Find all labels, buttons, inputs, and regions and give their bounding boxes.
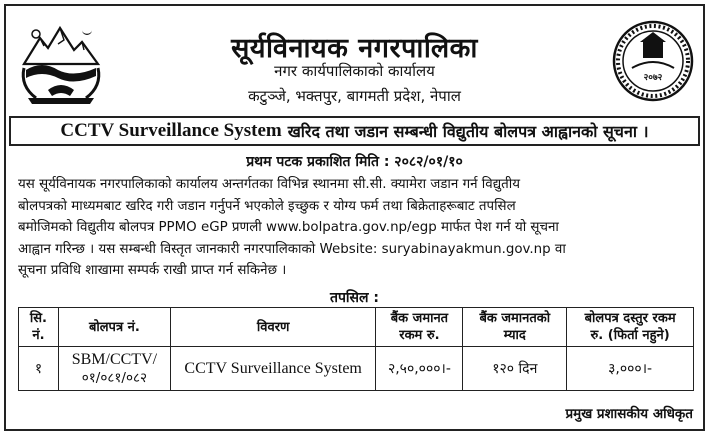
signatory-title: प्रमुख प्रशासकीय अधिकृत [565,406,693,422]
col-header-sn [19,308,59,347]
banner-title-english: CCTV Surveillance System [60,120,282,141]
notice-body [18,174,694,282]
seal-year: २०७२ [643,73,663,83]
cell-guarantee: २,५०,०००।- [376,347,463,391]
body-line: बोलपत्रको माध्यमबाट खरिद गरी जडान गर्नुपर्ने भएकोले इच्छुक र योग्य फर्म तथा बिक्रेताहरूबाट तपसिल [18,198,516,214]
cell-fee: ३,०००।- [567,347,694,391]
col-header-validity [463,308,567,347]
details-label: तपसिल : [330,290,379,306]
body-line: आह्वान गरिन्छ । यस सम्बन्धी विस्तृत जानकारी नगरपालिकाको Website: suryabinayakmun.gov.np वा [18,241,566,257]
cell-bid-no-line1: SBM/CCTV/ [71,350,158,368]
cell-bid-no-line2: ०१/०८१/०८२ [81,369,148,386]
cell-bid-no [58,347,170,391]
col-header-sn-line1: सि. [29,311,47,326]
col-header-fee [567,308,694,347]
col-header-validity-line2: म्याद [503,328,526,343]
cell-validity: १२० दिन [463,347,567,391]
col-header-guarantee [376,308,463,347]
body-line: यस सूर्यविनायक नगरपालिकाको कार्यालय अन्तर्गतका विभिन्न स्थानमा सी.सी. क्यामेरा जडान गर्न विद्युतीय [18,177,521,192]
notice-header [6,6,703,114]
col-header-fee-line2: रु. (फिर्ता नहुने) [590,328,670,343]
col-header-sn-line2: नं. [32,328,45,343]
tender-notice [4,4,705,431]
col-header-guarantee-line1: बैंक जमानत [390,311,449,326]
col-header-description: विवरण [170,308,376,347]
cell-description: CCTV Surveillance System [170,347,376,391]
publication-date: प्रथम पटक प्रकाशित मिति : २०८२/०१/१० [246,154,463,170]
col-header-guarantee-line2: रकम रु. [399,328,440,343]
municipality-name: सूर्यविनायक नगरपालिका [231,33,478,64]
notice-banner [9,116,700,146]
table-header-row [19,308,694,347]
col-header-bid-no: बोलपत्र नं. [58,308,170,347]
tender-details-table [18,307,694,391]
municipality-seal-icon [612,20,694,102]
banner-title-nepali: खरिद तथा जडान सम्बन्धी विद्युतीय बोलपत्र आह्वानको सूचना । [287,122,649,141]
col-header-fee-line1: बोलपत्र दस्तुर रकम [584,311,676,326]
col-header-validity-line1: बैंक जमानतको [479,311,551,326]
office-address: कटुञ्जे, भक्तपुर, बागमती प्रदेश, नेपाल [248,87,461,105]
office-name: नगर कार्यपालिकाको कार्यालय [274,62,435,80]
table-row [19,347,694,391]
cell-sn: १ [19,347,59,391]
body-line: सूचना प्रविधि शाखामा सम्पर्क राखी प्राप्त गर्न सकिनेछ । [18,263,287,278]
body-line: बमोजिमको विद्युतीय बोलपत्र PPMO eGP प्रणली www.bolpatra.gov.np/egp मार्फत पेश गर्न यो सूचना [18,220,559,235]
